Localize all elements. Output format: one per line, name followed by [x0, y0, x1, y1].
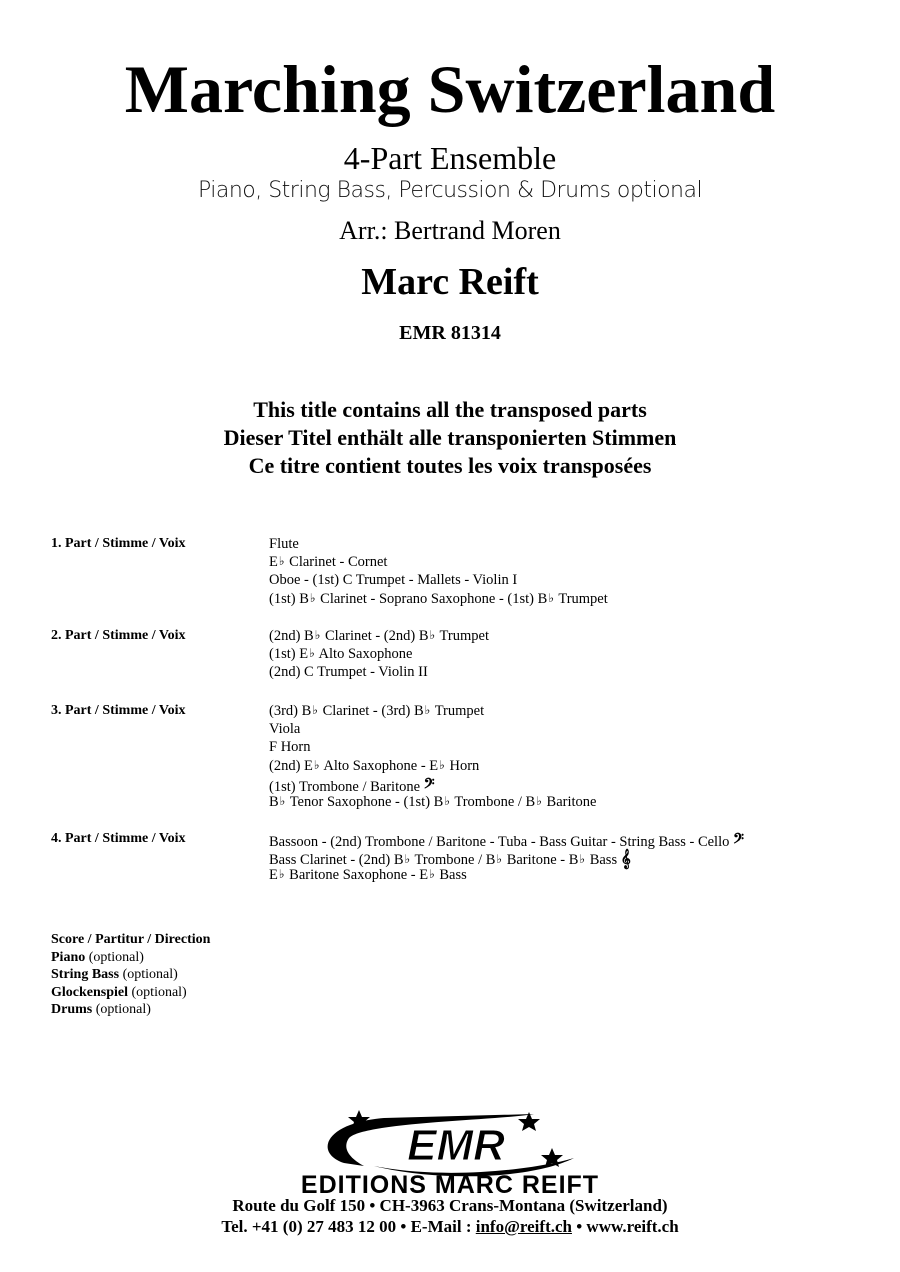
flat-symbol-icon: ♭	[536, 794, 542, 808]
arranger-credit: Arr.: Bertrand Moren	[339, 216, 561, 245]
flat-symbol-icon: ♭	[309, 646, 315, 661]
part-instrument-line: (2nd) E♭ Alto Saxophone - E♭ Horn	[269, 757, 480, 774]
notice-french: Ce titre contient toutes les voix transposées	[248, 453, 652, 478]
flat-symbol-icon: ♭	[429, 867, 435, 882]
part-instrument-line: Oboe - (1st) C Trumpet - Mallets - Violin I	[269, 572, 518, 589]
part-instrument-line: (2nd) C Trumpet - Violin II	[269, 664, 428, 681]
flat-symbol-icon: ♭	[439, 757, 445, 772]
flat-symbol-icon: ♭	[404, 852, 411, 867]
ensemble-subtitle: 4-Part Ensemble	[343, 140, 557, 176]
notice-german: Dieser Titel enthält alle transponierten Stimmen	[223, 425, 677, 450]
publisher-address: Route du Golf 150 • CH-3963 Crans-Montana (Switzerland)	[232, 1196, 668, 1215]
part-instrument-line: (1st) E♭ Alto Saxophone	[269, 646, 413, 663]
extra-item	[51, 932, 210, 948]
catalog-number: EMR 81314	[399, 322, 501, 344]
flat-symbol-icon: ♭	[278, 867, 285, 882]
flat-symbol-icon: ♭	[548, 590, 554, 605]
extra-item-name: Glockenspiel	[51, 984, 129, 1000]
flat-symbol-icon: ♭	[429, 628, 436, 642]
extra-item	[51, 1002, 151, 1018]
part-instrument-line: B♭ Tenor Saxophone - (1st) B♭ Trombone / B♭ Baritone	[269, 794, 597, 810]
part-instrument-line: F Horn	[269, 739, 311, 756]
part-instrument-line: (1st) B♭ Clarinet - Soprano Saxophone - (1st) B♭ Trumpet	[269, 590, 608, 607]
page-title: Marching Switzerland	[124, 51, 776, 127]
part-instrument-line: (3rd) B♭ Clarinet - (3rd) B♭ Trumpet	[269, 703, 485, 719]
email-link[interactable]: info@reift.ch	[475, 1217, 572, 1236]
flat-symbol-icon: ♭	[312, 703, 318, 717]
part-instrument-line: E♭ Clarinet - Cornet	[269, 554, 388, 571]
extra-item-name: Score / Partitur / Direction	[51, 932, 211, 947]
flat-symbol-icon: ♭	[579, 852, 586, 867]
part-label: 1. Part / Stimme / Voix	[51, 536, 186, 551]
emr-logo	[304, 1108, 604, 1178]
extra-item-name: Drums	[51, 1002, 93, 1017]
notice-english: This title contains all the transposed parts	[253, 397, 647, 422]
flat-symbol-icon: ♭	[278, 554, 285, 569]
flat-symbol-icon: ♭	[313, 757, 320, 772]
flat-symbol-icon: ♭	[309, 590, 316, 605]
logo-text: EMR	[407, 1121, 505, 1170]
part-label: 2. Part / Stimme / Voix	[51, 628, 186, 643]
flat-symbol-icon: ♭	[444, 794, 451, 808]
flat-symbol-icon: ♭	[496, 852, 503, 867]
extra-item	[51, 985, 187, 1001]
part-instrument-line: Bass Clarinet - (2nd) B♭ Trombone / B♭ Baritone - B♭ Bass 𝄞	[269, 849, 631, 870]
part-label: 3. Part / Stimme / Voix	[51, 703, 186, 718]
publisher-contact	[0, 1217, 900, 1237]
extra-item-note: (optional)	[92, 1002, 151, 1017]
publisher-name: EDITIONS MARC REIFT	[300, 1171, 600, 1199]
part-instrument-line: (2nd) B♭ Clarinet - (2nd) B♭ Trumpet	[269, 628, 489, 644]
part-instrument-line: Bassoon - (2nd) Trombone / Baritone - Tuba - Bass Guitar - String Bass - Cello 𝄢	[269, 831, 744, 851]
extra-item-note: (optional)	[128, 984, 187, 1000]
extra-item-note: (optional)	[85, 949, 144, 965]
treble-clef-icon: 𝄞	[620, 849, 631, 870]
composer-name: Marc Reift	[361, 261, 539, 303]
part-label: 4. Part / Stimme / Voix	[51, 831, 186, 846]
extra-item-name: String Bass	[51, 967, 120, 982]
part-instrument-line: Viola	[269, 721, 301, 738]
part-instrument-line: (1st) Trombone / Baritone 𝄢	[269, 775, 435, 796]
extra-item	[51, 967, 178, 983]
contact-web: • www.reift.ch	[571, 1217, 679, 1236]
extra-item	[51, 950, 144, 966]
contact-phone: Tel. +41 (0) 27 483 12 00 • E-Mail :	[221, 1217, 476, 1236]
part-instrument-line: E♭ Baritone Saxophone - E♭ Bass	[269, 867, 467, 884]
extra-item-name: Piano	[51, 949, 86, 965]
bass-clef-icon: 𝄢	[423, 775, 435, 796]
flat-symbol-icon: ♭	[314, 628, 321, 642]
part-instrument-line: Flute	[269, 536, 299, 552]
extra-item-note: (optional)	[119, 967, 178, 982]
flat-symbol-icon: ♭	[424, 703, 431, 717]
flat-symbol-icon: ♭	[279, 794, 286, 808]
instrumentation-line: Piano, String Bass, Percussion & Drums optional	[197, 178, 703, 203]
bass-clef-icon: 𝄢	[733, 831, 744, 851]
